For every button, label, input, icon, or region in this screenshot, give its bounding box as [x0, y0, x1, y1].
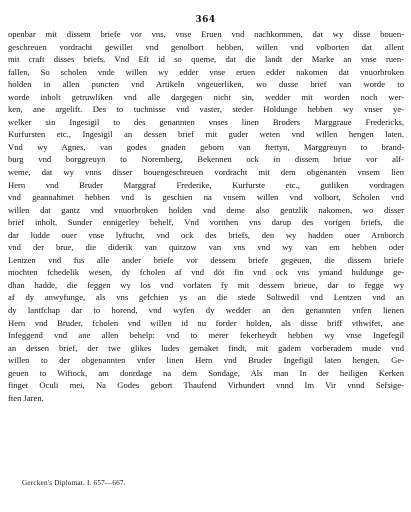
text-line: holden in allen puncten vnd Artikeln vngeuerliken, wo dusse brief van worde to — [8, 79, 404, 90]
body-text — [8, 28, 404, 404]
text-line: dar ludde ouer vnse lyftucht, vnd ock des briefs, den wy hadden ouer Arnborch — [8, 229, 404, 240]
text-line: Hern vnd Bruder Marggraf Frederike, Kurfurste etc., gutliken vordragen — [8, 179, 404, 190]
text-line: ften Jaren. — [8, 392, 44, 403]
text-line: mit craft disses briefs. Vnd Eft id so queme, dat die landt der Marke an vnse ruen- — [8, 54, 404, 65]
text-line: ken, ane argelift. Des to tuchnisse vnd vaster, steder Holdunge hebben wy vnser ye- — [8, 104, 404, 115]
text-line: Hern vnd Bruder, fcholen vnd willen id nu forder holden, als disse briff vthwifet, ane — [8, 317, 404, 328]
text-line: an dessen brief, der twe glikes ludes gemaket findt, mit gadem vorberadem mude vnd — [8, 342, 404, 353]
text-line: af dy anwyfunge, als vns gefchien ys an die stede Soltwedil vnd Lentzen vnd an — [8, 292, 404, 303]
text-line: Vnd wy Agnes, van godes gnaden geborn van ftettyn, Marggreuyn to brand- — [8, 141, 404, 152]
text-line: willen dat gantz vnd vnuorbroken holden vnd deme also gentzlik nakomen, wo disser — [8, 204, 404, 215]
source-footnote: Gercken's Diplomat. I. 657—667. — [22, 479, 126, 487]
text-line: finget Oculi mei, Na Godes gebort Thaufend Virhundert vnnd Im Vir vnnd Sefsige- — [8, 380, 404, 391]
text-line: vnd der brue, die diderik van quitzow van vns vnd wy van em hebben oder — [8, 242, 404, 253]
text-line: dhan hadde, die feggen wy los vnd vorlaten fy mit dessem brieue, dar to fegge wy — [8, 279, 404, 290]
text-line: mochten fchedelik wesen, dy fcholen af vnd döt fin vnd ock vns ymand huldunge ge- — [8, 267, 404, 278]
text-line: brief inholt, Sunder ennigerley behelf, Vnd vortthen vns darup des vorigen briefs, die — [8, 217, 404, 228]
text-line: burg vnd borggreuyn to Noremberg, Bekennen ock in dissem briue vor alf- — [8, 154, 404, 165]
text-line: openbar mit dissem briefe vor vns, vnse Eruen vnd nachkommen, dat wy disse bouen- — [8, 29, 404, 39]
page-number: 364 — [195, 15, 216, 25]
text-line: welker sin Ingesigil to des genannten vnses linen Broders Marggraue Fredericks, — [8, 116, 404, 127]
text-line: geschreuen vordracht gewillet vnd genolbort hebben, willen vnd volborten dat allent — [8, 41, 404, 52]
text-line: dy lantfchap dar to horend, vnd wyfen dy wedder an den genannten vnfen lienen — [8, 305, 404, 316]
text-line: willen to der obgenannten vnfer linen Hern vnd Bruder Ingefigil laten hengen. Ge- — [8, 355, 404, 366]
text-line: fallen, So scholen vnde willen wy edder vnse eruen edder nakomen dat vnuorbroken — [8, 66, 404, 77]
text-line: Infeggend vnd ane allen behelp: vnd to merer fekerheydt hebben wy vnse Ingefegil — [8, 330, 404, 341]
text-line: Lentzen vnd fus alle ander briefe vor dessem briefe gegeuen, die dissem briefe — [8, 254, 404, 265]
text-line: vnd geannahmet hebben vnd is geschien na vnsem willen vnd volbort, Scholen vnd — [8, 192, 404, 203]
text-line: weme, dat wy vnns disser bouengeschreuen vordracht mit dem obgenanten vnsem lien — [8, 167, 404, 178]
text-line: worde inholt getruwliken vnd alle dargegen nicht sin, wedder mit worden noch wer- — [8, 91, 404, 102]
text-line: geuen to Wiftock, am donrdage na dem Sondage, Als man In der heiligen Kerken — [8, 367, 404, 378]
text-line: Kurfursten etc., Ingesigil an dessen brief mit guder weten vnd willen hengen laten. — [8, 129, 404, 140]
